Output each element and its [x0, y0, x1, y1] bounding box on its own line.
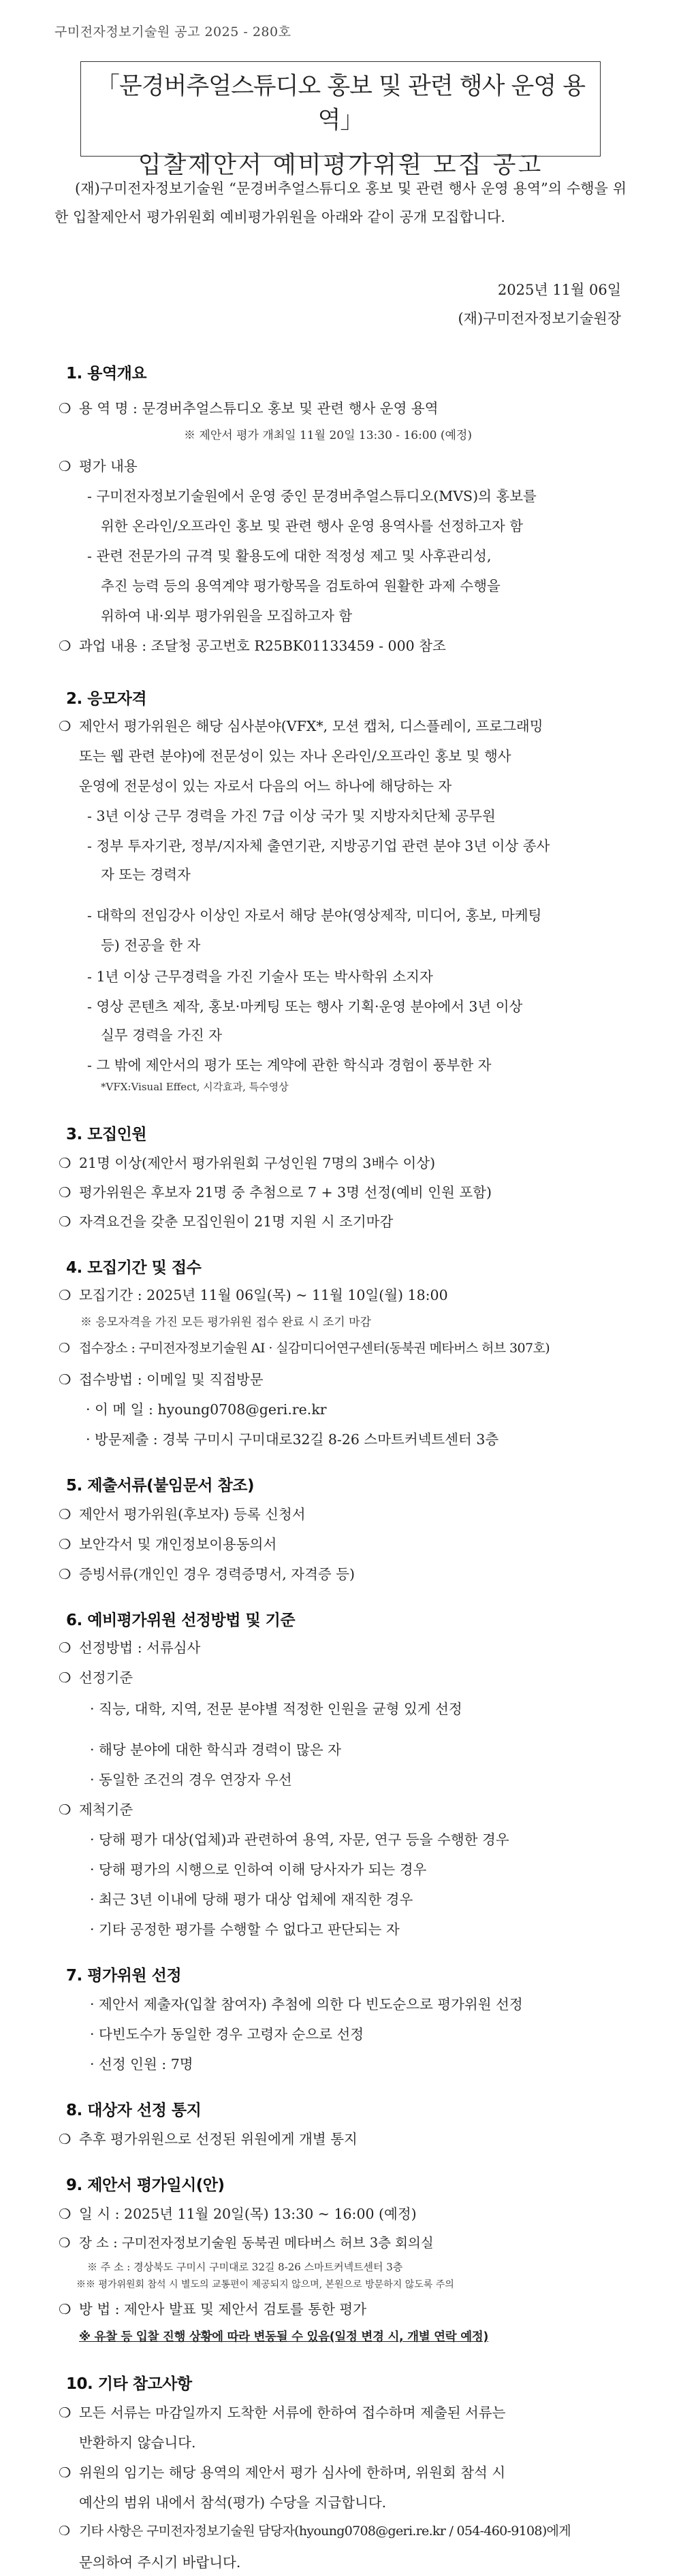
bullet-icon: ❍	[59, 718, 72, 734]
note: ※ 제안서 평가 개최일 11월 20일 13:30 - 16:00 (예정)	[184, 429, 472, 442]
bullet-icon: ❍	[59, 1566, 72, 1582]
list-item: ❍ 자격요건을 갖춘 모집인원이 21명 지원 시 조기마감	[59, 1213, 394, 1230]
list-item: ❍ 추후 평가위원으로 선정된 위원에게 개별 통지	[59, 2131, 358, 2147]
list-item: ❍ 선정기준	[59, 1669, 133, 1686]
list-item: ❍ 장 소 : 구미전자정보기술원 동북권 메타버스 허브 3층 회의실	[59, 2235, 434, 2251]
list-text: · 최근 3년 이내에 당해 평가 대상 업체에 재직한 경우	[90, 1891, 413, 1908]
list-item: ❍ 용 역 명 : 문경버추얼스튜디오 홍보 및 관련 행사 운영 용역	[59, 400, 439, 417]
list-text: · 당해 평가 대상(업체)과 관련하여 용역, 자문, 연구 등을 수행한 경우	[90, 1831, 509, 1848]
list-item: ❍ 21명 이상(제안서 평가위원회 구성인원 7명의 3배수 이상)	[59, 1155, 436, 1171]
list-item: ❍ 접수장소 : 구미전자정보기술원 AI · 실감미디어연구센터(동북권 메타버스 허브 307호)	[59, 1341, 550, 1356]
bullet-icon: ❍	[59, 1287, 72, 1303]
list-text: 실무 경력을 가진 자	[101, 1027, 222, 1043]
section-title: 1. 용역개요	[66, 365, 147, 382]
list-text: 반환하지 않습니다.	[79, 2434, 196, 2451]
intro-paragraph: (재)구미전자정보기술원 “문경버추얼스튜디오 홍보 및 관련 행사 운영 용역”의 수행을 위한 입찰제안서 평가위원회 예비평가위원을 아래와 같이 공개 모집합니다.	[54, 180, 627, 225]
list-text: · 동일한 조건의 경우 연장자 우선	[90, 1772, 292, 1788]
title-box	[80, 61, 601, 179]
list-text: 문의하여 주시기 바랍니다.	[79, 2554, 241, 2571]
bullet-icon: ❍	[59, 2464, 72, 2481]
list-text: · 제안서 제출자(입찰 참여자) 추첨에 의한 다 빈도순으로 평가위원 선정	[90, 1996, 523, 2012]
list-text: 자 또는 경력자	[101, 866, 191, 883]
list-item: ❍ 위원의 임기는 해당 용역의 제안서 평가 심사에 한하며, 위원회 참석 시	[59, 2464, 506, 2481]
section-title: 5. 제출서류(붙임문서 참조)	[66, 1477, 254, 1495]
list-item: ❍ 과업 내용 : 조달청 공고번호 R25BK01133459 - 000 참조	[59, 638, 446, 654]
note: ※※ 평가위원회 참석 시 별도의 교통편이 제공되지 않으며, 본원으로 방문하지 않도록 주의	[76, 2279, 454, 2290]
bullet-icon: ❍	[59, 458, 72, 474]
important-notice: ※ 유찰 등 입찰 진행 상황에 따라 변동될 수 있음(일정 변경 시, 개별 연락 예정)	[79, 2330, 489, 2344]
bullet-icon: ❍	[59, 1341, 70, 1356]
bullet-icon: ❍	[59, 1184, 72, 1201]
bullet-icon: ❍	[59, 638, 72, 654]
list-item: ❍ 기타 사항은 구미전자정보기술원 담당자(hyoung0708@geri.re.kr / 054-460-9108)에게	[59, 2524, 571, 2539]
list-text: · 당해 평가의 시행으로 인하여 이해 당사자가 되는 경우	[90, 1861, 427, 1878]
bullet-icon: ❍	[59, 1536, 72, 1552]
list-text: · 직능, 대학, 지역, 전문 분야별 적정한 인원을 균형 있게 선정	[90, 1701, 462, 1717]
list-item: ❍ 제척기준	[59, 1801, 133, 1818]
list-text: - 그 밖에 제안서의 평가 또는 계약에 관한 학식과 경험이 풍부한 자	[87, 1057, 492, 1073]
bullet-icon: ❍	[59, 1640, 72, 1656]
list-item: ❍ 접수방법 : 이메일 및 직접방문	[59, 1371, 264, 1388]
list-text: · 기타 공정한 평가를 수행할 수 없다고 판단되는 자	[90, 1921, 400, 1938]
list-item: ❍ 선정방법 : 서류심사	[59, 1640, 201, 1656]
bullet-icon: ❍	[59, 1371, 72, 1388]
list-text: 예산의 범위 내에서 참석(평가) 수당을 지급합니다.	[79, 2494, 387, 2511]
visit-address: · 방문제출 : 경북 구미시 구미대로32길 8-26 스마트커넥트센터 3층	[86, 1431, 499, 1448]
list-item: ❍ 평가위원은 후보자 21명 중 추첨으로 7 + 3명 선정(예비 인원 포함)	[59, 1184, 492, 1201]
bullet-icon: ❍	[59, 1506, 72, 1522]
document-number: 구미전자정보기술원 공고 2025 - 280호	[54, 25, 291, 39]
list-text: - 영상 콘텐츠 제작, 홍보·마케팅 또는 행사 기획·운영 분야에서 3년 이상	[87, 998, 523, 1015]
bullet-icon: ❍	[59, 2301, 72, 2317]
list-text: · 다빈도수가 동일한 경우 고령자 순으로 선정	[90, 2026, 364, 2042]
list-text: - 1년 이상 근무경력을 가진 기술사 또는 박사학위 소지자	[87, 968, 433, 985]
bullet-icon: ❍	[59, 1213, 72, 1230]
bullet-icon: ❍	[59, 2524, 70, 2539]
list-item: ❍ 모든 서류는 마감일까지 도착한 서류에 한하여 접수하며 제출된 서류는	[59, 2404, 506, 2421]
list-text: 또는 웹 관련 분야)에 전문성이 있는 자나 온라인/오프라인 홍보 및 행사	[79, 748, 511, 764]
list-text: - 대학의 전임강사 이상인 자로서 해당 분야(영상제작, 미디어, 홍보, 마케팅	[87, 907, 542, 924]
bullet-icon: ❍	[59, 2404, 72, 2421]
issuing-organization: (재)구미전자정보기술원장	[458, 310, 621, 327]
list-item: ❍ 증빙서류(개인인 경우 경력증명서, 자격증 등)	[59, 1566, 355, 1582]
list-text: 추진 능력 등의 용역계약 평가항목을 검토하여 원활한 과제 수행을	[101, 578, 501, 594]
list-item: ❍ 보안각서 및 개인정보이용동의서	[59, 1536, 277, 1552]
list-text: - 구미전자정보기술원에서 운영 중인 문경버추얼스튜디오(MVS)의 홍보를	[87, 488, 537, 504]
email-contact: · 이 메 일 : hyoung0708@geri.re.kr	[86, 1401, 327, 1418]
title-line-1: 「문경버추얼스튜디오 홍보 및 관련 행사 운영 용역」	[95, 73, 586, 134]
section-title: 9. 제안서 평가일시(안)	[66, 2176, 225, 2194]
list-text: - 정부 투자기관, 정부/지자체 출연기관, 지방공기업 관련 분야 3년 이상 종사	[87, 838, 550, 854]
section-title: 6. 예비평가위원 선정방법 및 기준	[66, 1612, 296, 1629]
list-text: - 관련 전문가의 규격 및 활용도에 대한 적정성 제고 및 사후관리성,	[87, 548, 492, 564]
note: ※ 응모자격을 가진 모든 평가위원 접수 완료 시 조기 마감	[80, 1316, 371, 1329]
bullet-icon: ❍	[59, 2206, 72, 2222]
list-item: ❍ 제안서 평가위원(후보자) 등록 신청서	[59, 1506, 306, 1522]
section-title: 8. 대상자 선정 통지	[66, 2102, 202, 2119]
bullet-icon: ❍	[59, 2131, 72, 2147]
list-item: ❍ 방 법 : 제안사 발표 및 제안서 검토를 통한 평가	[59, 2301, 367, 2317]
title-line-2: 입찰제안서 예비평가위원 모집 공고	[138, 152, 543, 179]
list-item: ❍ 평가 내용	[59, 458, 138, 474]
list-item: ❍ 일 시 : 2025년 11월 20일(목) 13:30 ~ 16:00 (예정)	[59, 2206, 417, 2222]
list-text: · 선정 인원 : 7명	[90, 2056, 193, 2072]
bullet-icon: ❍	[59, 1669, 72, 1686]
section-title: 3. 모집인원	[66, 1126, 147, 1143]
footnote: *VFX:Visual Effect, 시각효과, 특수영상	[101, 1081, 289, 1093]
list-text: 운영에 전문성이 있는 자로서 다음의 어느 하나에 해당하는 자	[79, 778, 452, 794]
bullet-icon: ❍	[59, 1801, 72, 1818]
bullet-icon: ❍	[59, 2235, 71, 2251]
list-text: · 해당 분야에 대한 학식과 경력이 많은 자	[90, 1742, 341, 1758]
list-text: 위한 온라인/오프라인 홍보 및 관련 행사 운영 용역사를 선정하고자 함	[101, 518, 524, 534]
bullet-icon: ❍	[59, 1155, 72, 1171]
note: ※ 주 소 : 경상북도 구미시 구미대로 32길 8-26 스마트커넥트센터 3층	[87, 2261, 403, 2273]
announcement-date: 2025년 11월 06일	[497, 282, 621, 298]
list-item: ❍ 제안서 평가위원은 해당 심사분야(VFX*, 모션 캡처, 디스플레이, 프로그래밍	[59, 718, 543, 734]
bullet-icon: ❍	[59, 400, 72, 417]
section-title: 4. 모집기간 및 접수	[66, 1259, 202, 1277]
list-item: ❍ 모집기간 : 2025년 11월 06일(목) ~ 11월 10일(월) 18:00	[59, 1287, 448, 1303]
section-title: 7. 평가위원 선정	[66, 1967, 182, 1985]
list-text: - 3년 이상 근무 경력을 가진 7급 이상 국가 및 지방자치단체 공무원	[87, 808, 496, 824]
section-title: 10. 기타 참고사항	[66, 2375, 192, 2393]
list-text: 위하여 내·외부 평가위원을 모집하고자 함	[101, 608, 353, 624]
list-text: 등) 전공을 한 자	[101, 937, 201, 953]
section-title: 2. 응모자격	[66, 690, 147, 708]
